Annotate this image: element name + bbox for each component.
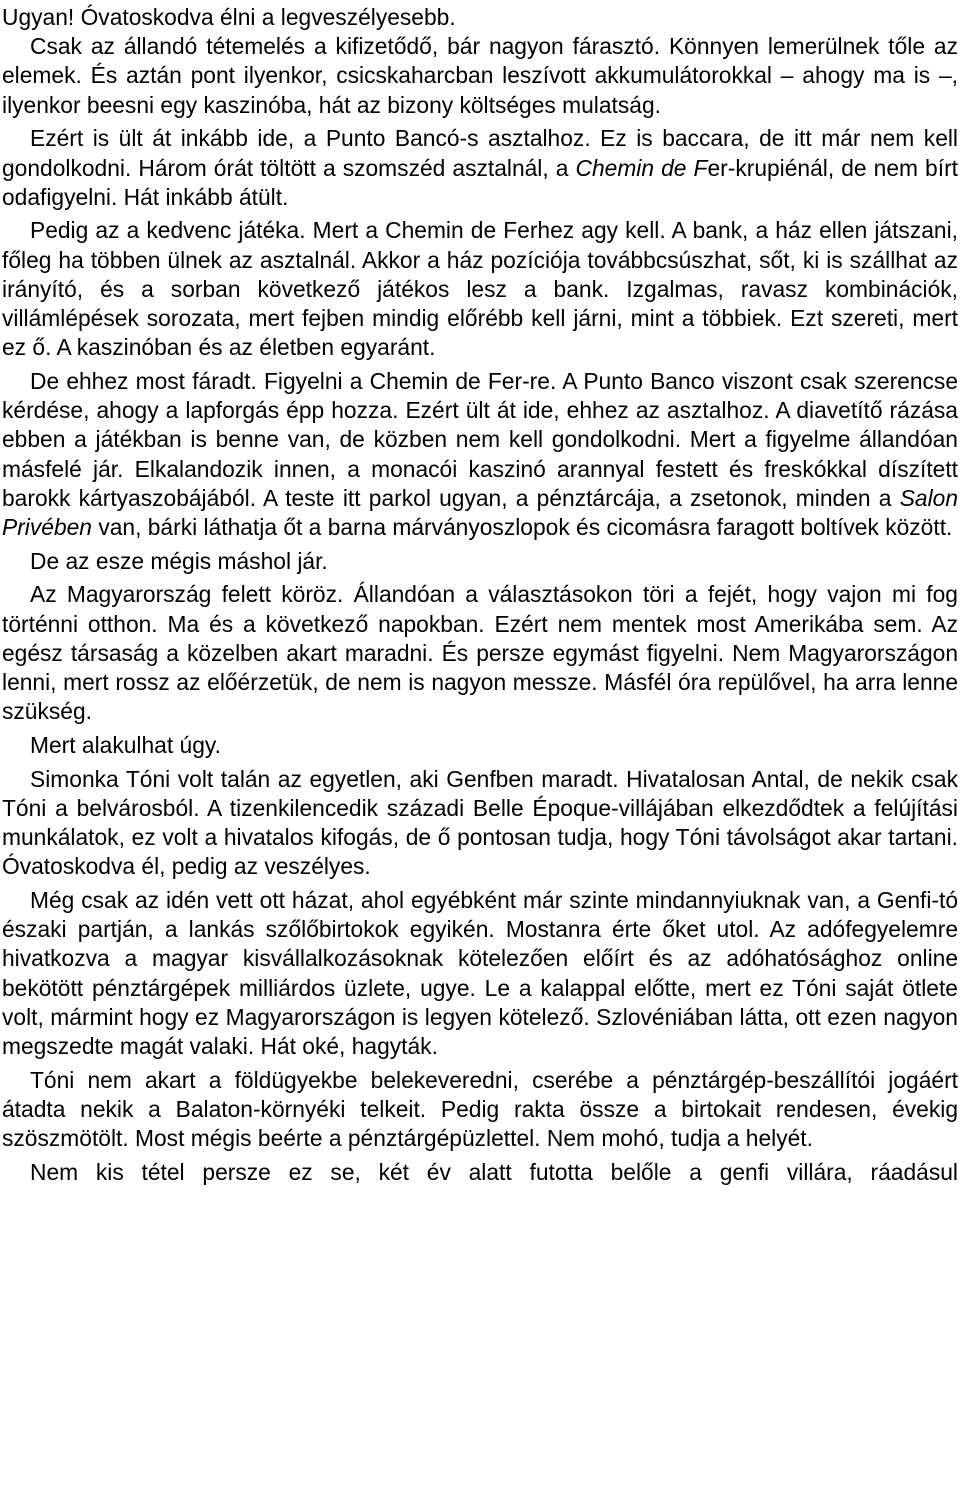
paragraph-3-text-a: Ezért is ült át inkább ide, a Punto Bancó-s asztalhoz. Ez is baccara, de itt már nem kell gondolkodni. Három órát töltött a szomszéd asztalnál, a <box>2 125 958 181</box>
paragraph-9-text: Simonka Tóni volt talán az egyetlen, aki Genfben maradt. Hivatalosan Antal, de nekik csak Tóni a belvárosból. A tizenkilencedik századi Belle Époque-villájában elkezdődtek a felújítási munkálatok, ez volt a hivatalos kifogás, de ő pontosan tudja, hogy Tóni távolságot akar tartani. Óvatoskodva él, pedig az veszélyes. <box>2 765 958 880</box>
paragraph-4-text: Pedig az a kedvenc játéka. Mert a Chemin de Ferhez agy kell. A bank, a ház ellen játszani, főleg ha többen ülnek az asztalnál. Akkor a ház pozíciója továbbcsúszhat, sőt, ki is szállhat az irányító, és a sorban következő játékos lesz a bank. Izgalmas, ravasz kombinációk, villámlépések sorozata, mert fejben mindig előrébb kell járni, mint a többiek. Ezt szereti, mert ez ő. A kaszinóban és az életben egyaránt. <box>2 217 958 361</box>
paragraph-11 <box>2 1066 958 1154</box>
paragraph-12 <box>2 1158 958 1187</box>
paragraph-2-text: Csak az állandó tétemelés a kifizetődő, bár nagyon fárasztó. Könnyen lemerülnek tőle az elemek. És aztán pont ilyenkor, csicskaharcban leszívott akkumulátorokkal – ahogy ma is –, ilyenkor beesni egy kaszinóba, hát az bizony költséges mulatság. <box>2 33 958 118</box>
document-page <box>2 3 958 1191</box>
paragraph-8-text: Mert alakulhat úgy. <box>30 731 221 758</box>
paragraph-12-text: Nem kis tétel persze ez se, két év alatt futotta belőle a genfi villára, ráadásul <box>30 1158 958 1185</box>
paragraph-5 <box>2 367 958 542</box>
paragraph-9 <box>2 765 958 882</box>
paragraph-5-text-a: De ehhez most fáradt. Figyelni a Chemin de Fer-re. A Punto Banco viszont csak szerencse kérdése, ahogy a lapforgás épp hozza. Ezért ült át ide, ehhez az asztalhoz. A diavetítő rázása ebben a játékban is benne van, de közben nem kell gondolkodni. Mert a figyelme állandóan másfelé jár. Elkalandozik innen, a monacói kaszinó arannyal festett és freskókkal díszített barokk kártyaszobájából. A teste itt parkol ugyan, a pénztárcája, a zsetonok, minden a <box>2 367 958 511</box>
paragraph-3 <box>2 124 958 212</box>
paragraph-10 <box>2 886 958 1061</box>
paragraph-3-italic-chemin: Chemin de F <box>575 154 708 181</box>
paragraph-11-text: Tóni nem akart a földügyekbe belekeveredni, cserébe a pénztárgép-beszállítói jogáért átadta nekik a Balaton-környéki telkeit. Pedig rakta össze a birtokait rendesen, évekig szöszmötölt. Most mégis beérte a pénztárgépüzlettel. Nem mohó, tudja a helyét. <box>2 1066 958 1152</box>
paragraph-10-text: Még csak az idén vett ott házat, ahol egyébként már szinte mindannyiuknak van, a Genfi-tó északi partján, a lankás szőlőbirtokok egyikén. Mostanra érte őket utol. Az adófegyelemre hivatkozva a magyar kisvállalkozásoknak kötelezően előírt és az adóhatósághoz online bekötött pénztárgépek milliárdos üzlete, ugye. Le a kalappal előtte, mert ez Tóni saját ötlete volt, mármint hogy ez Magyarországon is legyen kötelező. Szlovéniában látta, ott ezen nagyon megszedte magát valaki. Hát oké, hagyták. <box>2 886 958 1059</box>
paragraph-8 <box>2 731 958 760</box>
paragraph-1-text: Ugyan! Óvatoskodva élni a legveszélyesebb. <box>2 4 456 30</box>
paragraph-7-text: Az Magyarország felett köröz. Állandóan a választásokon töri a fejét, hogy vajon mi fog történni otthon. Ma és a következő napokban. Ezért nem mentek most Amerikába sem. Az egész társaság a közelben akart maradni. És persze egymást figyelni. Nem Magyarországon lenni, mert rossz az előérzetük, de nem is nagyon messze. Másfél óra repülővel, ha arra lenne szükség. <box>2 581 958 725</box>
paragraph-5-text-b: van, bárki láthatja őt a barna márványoszlopok és cicomásra faragott boltívek között. <box>91 513 953 540</box>
paragraph-5-italic-salon: Salon Privében <box>2 484 958 540</box>
paragraph-7 <box>2 580 958 726</box>
paragraph-6-text: De az esze mégis máshol jár. <box>30 547 328 574</box>
paragraph-4 <box>2 216 958 362</box>
paragraph-6 <box>2 547 958 576</box>
paragraph-3-text-b: er-krupiénál, de nem bírt odafigyelni. Hát inkább átült. <box>2 154 958 210</box>
paragraph-2 <box>2 32 958 120</box>
paragraph-1 <box>2 3 958 32</box>
